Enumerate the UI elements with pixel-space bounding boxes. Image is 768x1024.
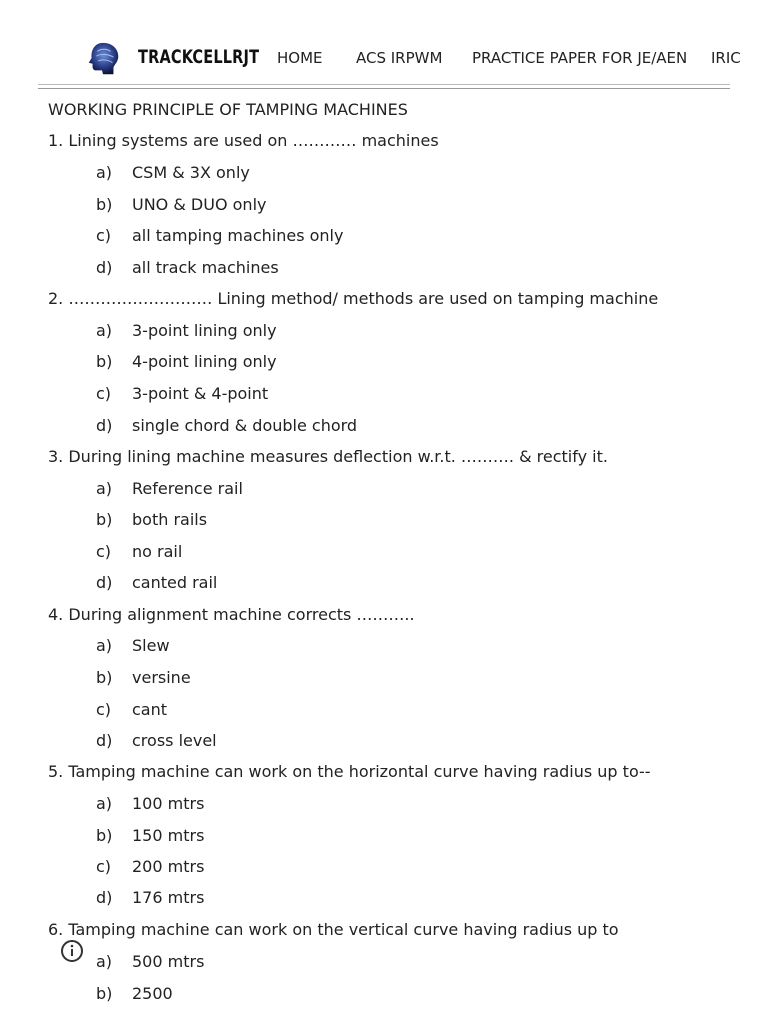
option-5a: a) 100 mtrs xyxy=(96,794,205,813)
option-4a: a) Slew xyxy=(96,636,170,655)
info-button[interactable] xyxy=(60,939,84,963)
option-5b: b) 150 mtrs xyxy=(96,826,205,845)
brain-head-logo[interactable] xyxy=(84,40,122,78)
header-divider-secondary xyxy=(38,88,730,89)
question-4: 4. During alignment machine corrects ……….. xyxy=(48,605,415,624)
question-3: 3. During lining machine measures deflection w.r.t. ………. & rectify it. xyxy=(48,447,608,466)
question-2: 2. ……………………… Lining method/ methods are used on tamping machine xyxy=(48,289,659,308)
info-icon xyxy=(60,939,84,963)
option-3d: d) canted rail xyxy=(96,573,218,592)
question-6: 6. Tamping machine can work on the vertical curve having radius up to xyxy=(48,920,619,939)
site-brand[interactable]: TRACKCELLRJT xyxy=(138,46,260,68)
option-6a: a) 500 mtrs xyxy=(96,952,205,971)
option-1c: c) all tamping machines only xyxy=(96,226,344,245)
site-header xyxy=(0,0,768,88)
option-2d: d) single chord & double chord xyxy=(96,416,358,435)
option-3c: c) no rail xyxy=(96,542,183,561)
question-5: 5. Tamping machine can work on the horizontal curve having radius up to-- xyxy=(48,762,651,781)
option-3b: b) both rails xyxy=(96,510,208,529)
option-1a: a) CSM & 3X only xyxy=(96,163,250,182)
nav-iric[interactable]: IRIC xyxy=(711,49,741,67)
page-title: WORKING PRINCIPLE OF TAMPING MACHINES xyxy=(48,100,408,119)
nav-home[interactable]: HOME xyxy=(277,49,323,67)
option-1b: b) UNO & DUO only xyxy=(96,195,267,214)
option-3a: a) Reference rail xyxy=(96,479,243,498)
header-divider xyxy=(38,84,730,85)
option-5c: c) 200 mtrs xyxy=(96,857,205,876)
option-5d: d) 176 mtrs xyxy=(96,888,205,907)
option-1d: d) all track machines xyxy=(96,258,279,277)
option-2a: a) 3-point lining only xyxy=(96,321,277,340)
option-4d: d) cross level xyxy=(96,731,217,750)
question-1: 1. Lining systems are used on ………… machines xyxy=(48,131,439,150)
option-6b: b) 2500 xyxy=(96,984,173,1003)
option-4c: c) cant xyxy=(96,700,168,719)
nav-practice-paper[interactable]: PRACTICE PAPER FOR JE/AEN xyxy=(472,49,688,67)
option-2b: b) 4-point lining only xyxy=(96,352,277,371)
option-2c: c) 3-point & 4-point xyxy=(96,384,269,403)
option-4b: b) versine xyxy=(96,668,191,687)
nav-acs-irpwm[interactable]: ACS IRPWM xyxy=(356,49,443,67)
